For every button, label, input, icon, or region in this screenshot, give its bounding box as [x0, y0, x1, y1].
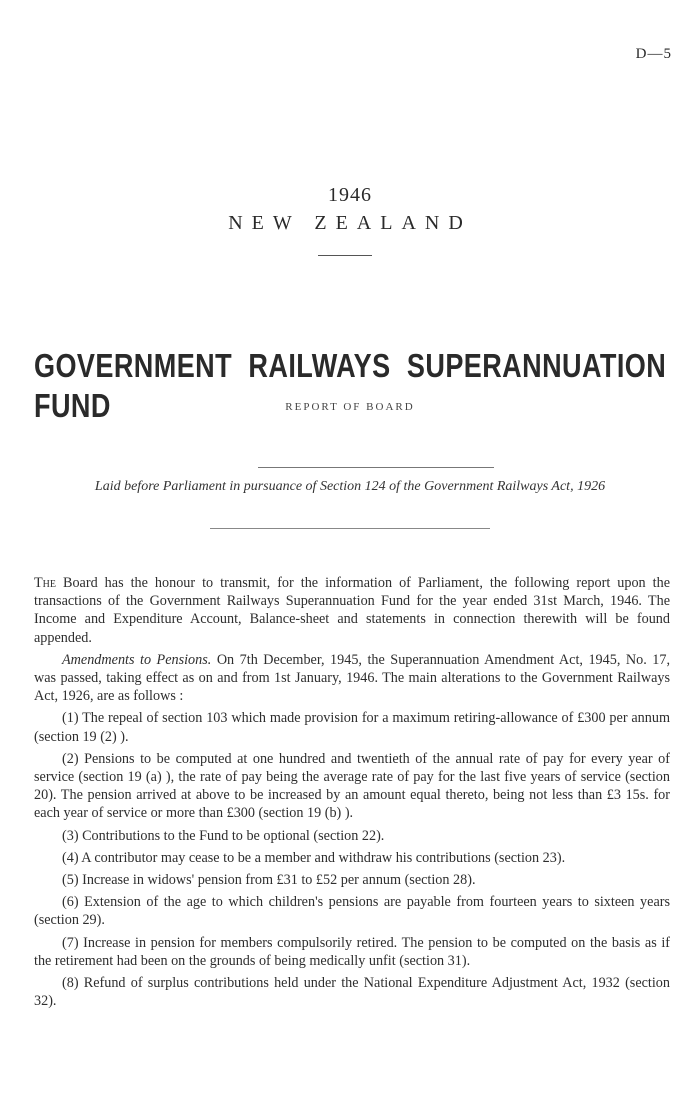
- laid-before-note: Laid before Parliament in pursuance of Section 124 of the Government Railways Act, 1926: [94, 479, 606, 494]
- list-item: (6) Extension of the age to which children's pensions are payable from fourteen years to sixteen years (section 29).: [34, 894, 670, 929]
- list-item: (8) Refund of surplus contributions held under the National Expenditure Adjustment Act, 1932 (section 32).: [34, 975, 670, 1010]
- divider-rule: [318, 255, 372, 256]
- intro-paragraph: [34, 574, 670, 647]
- report-year: 1946: [328, 184, 372, 206]
- report-body: [34, 574, 670, 1014]
- intro-lead-word: The: [34, 575, 56, 591]
- amendments-heading: Amendments to Pensions.: [62, 651, 212, 668]
- divider-rule: [258, 467, 494, 468]
- amendments-text: On 7th December, 1945, the Superannuation Amendment Act, 1945, No. 17, was passed, taking effect as on and from 1st January, 1946. The main alterations to the Government Railways Act, 1926, are as follows :: [34, 651, 670, 705]
- country-heading: NEW ZEALAND: [228, 212, 472, 234]
- page-reference: D—5: [635, 46, 672, 62]
- divider-rule: [210, 528, 490, 529]
- list-item: (1) The repeal of section 103 which made provision for a maximum retiring-allowance of £300 per annum (section 19 (2) ).: [34, 710, 670, 745]
- list-item: (7) Increase in pension for members compulsorily retired. The pension to be computed on the basis as if the retirement had been on the grounds of being medically unfit (section 31).: [34, 934, 670, 969]
- list-item: (3) Contributions to the Fund to be optional (section 22).: [62, 827, 385, 844]
- amendments-paragraph: [34, 651, 670, 706]
- list-item: (2) Pensions to be computed at one hundred and twentieth of the annual rate of pay for every year of service (section 19 (a) ), the rate of pay being the average rate of pay for the last five years of service (section 20). The pension arrived at above to be increased by an amount equal thereto, being not less than £3 15s. for each year of service or more than £300 (section 19 (b) ).: [34, 750, 670, 822]
- list-item: (4) A contributor may cease to be a member and withdraw his contributions (section 23).: [62, 849, 566, 866]
- document-title: GOVERNMENT RAILWAYS SUPERANNUATION FUND: [34, 347, 667, 424]
- list-item: (5) Increase in widows' pension from £31 to £52 per annum (section 28).: [62, 872, 476, 889]
- document-subtitle: REPORT OF BOARD: [285, 401, 415, 413]
- intro-text: Board has the honour to transmit, for the information of Parliament, the following report upon the transactions of the Government Railways Superannuation Fund for the year ended 31st March, 1946. The Income and Expenditure Account, Balance-sheet and statements in connection therewith will be found appended.: [34, 575, 670, 646]
